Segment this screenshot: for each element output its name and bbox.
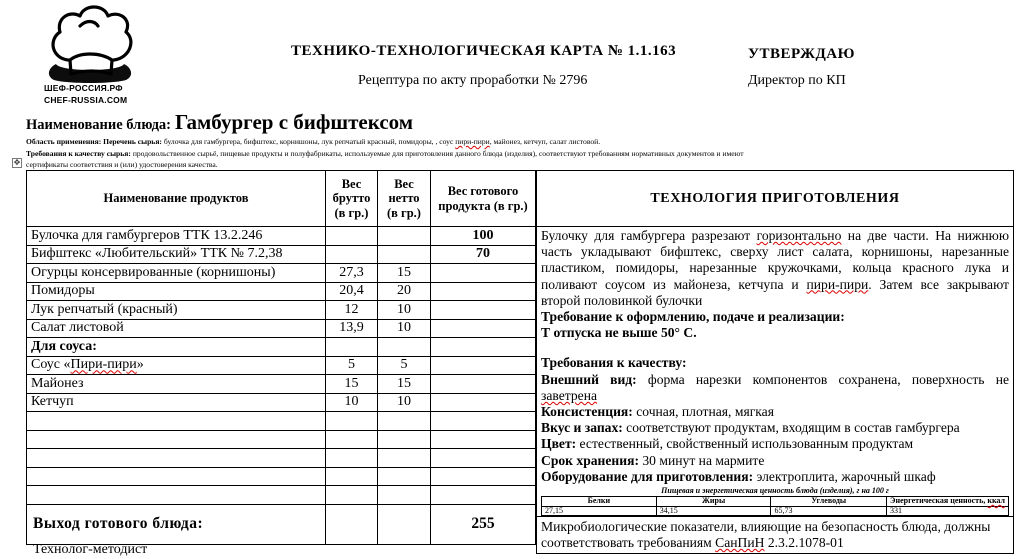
energy-header-unit: ккал — [987, 496, 1005, 506]
net-weight: 15 — [378, 375, 431, 394]
empty-row — [27, 449, 536, 468]
director-label: Директор по КП — [748, 73, 846, 88]
microbiology-note — [537, 517, 1014, 554]
table-row — [27, 301, 536, 320]
product-name-end: » — [136, 357, 144, 373]
requirements-label: Требования к качеству сырья: — [26, 149, 131, 158]
color-text: естественный, свойственный использованным продуктам — [576, 436, 914, 452]
header-finished-weight: Вес готового продукта (в гр.) — [431, 171, 536, 227]
table-row — [27, 282, 536, 301]
header-net-weight: Вес нетто (в гр.) — [378, 171, 431, 227]
storage-line — [541, 453, 1009, 469]
product-name: Лук репчатый (красный) — [27, 301, 326, 320]
color-label: Цвет: — [541, 436, 577, 452]
finished-weight — [431, 356, 536, 375]
product-name: Помидоры — [27, 282, 326, 301]
table-row — [27, 338, 536, 357]
finished-weight: 70 — [431, 245, 536, 264]
gross-weight: 20,4 — [326, 282, 378, 301]
consistency-line — [541, 404, 1009, 420]
taste-text: соответствуют продуктам, входящим в состав гамбургера — [622, 420, 960, 436]
nutrition-header-protein: Белки — [542, 497, 657, 507]
nutrition-table — [541, 496, 1009, 516]
scope-line — [26, 137, 600, 146]
product-name: Салат листовой — [27, 319, 326, 338]
nutrition-protein: 27,15 — [542, 506, 657, 516]
raw-materials-text-end: , майонез, кетчуп, салат листовой. — [489, 137, 601, 146]
gross-weight — [326, 338, 378, 357]
gross-weight: 27,3 — [326, 264, 378, 283]
table-row — [27, 245, 536, 264]
finished-weight — [431, 264, 536, 283]
technology-body — [537, 227, 1014, 517]
dish-name-label: Наименование блюда: — [26, 117, 171, 133]
gross-weight: 5 — [326, 356, 378, 375]
equipment-text: электроплита, жарочный шкаф — [753, 468, 936, 484]
gross-weight: 10 — [326, 393, 378, 412]
empty-row — [27, 430, 536, 449]
finished-weight — [431, 393, 536, 412]
micro-text-end: 2.3.2.1078-01 — [764, 535, 844, 551]
recipe-reference: Рецептура по акту проработки № 2796 — [358, 73, 588, 88]
appearance-label: Внешний вид: — [541, 371, 637, 387]
product-name: Булочка для гамбургеров ТТК 13.2.246 — [27, 227, 326, 246]
net-weight: 10 — [378, 393, 431, 412]
logo-text-ru: ШЕФ-РОССИЯ.РФ — [44, 83, 123, 93]
products-table-header — [27, 171, 536, 227]
product-name: Майонез — [27, 375, 326, 394]
net-weight: 5 — [378, 356, 431, 375]
document-title: ТЕХНИКО-ТЕХНОЛОГИЧЕСКАЯ КАРТА № 1.1.163 — [291, 43, 677, 59]
product-name-start: Соус « — [31, 357, 71, 373]
cooking-text-middle: на две части. На нижнюю часть укладывают бифштекс, сверху лист салата, корнишоны, нарезанные пластиком, помидоры, нарезанные кружочками, кольца красного лука и поливают соусом из майонеза, кетчупа и — [541, 228, 1009, 292]
gross-weight: 13,9 — [326, 319, 378, 338]
taste-line — [541, 420, 1009, 436]
product-name-spell: Пири-пири — [70, 357, 137, 373]
cooking-text-spell-2: пири-пири — [806, 276, 869, 292]
nutrition-fat: 34,15 — [656, 506, 771, 516]
color-line — [541, 436, 1009, 452]
table-row — [27, 393, 536, 412]
energy-header-text: Энергетическая ценность, — [890, 496, 988, 506]
net-weight — [378, 338, 431, 357]
technolog-signature-label: Технолог-методист — [33, 542, 148, 557]
dish-name-line — [26, 110, 413, 135]
product-name — [27, 356, 326, 375]
product-group-label: Для соуса: — [27, 338, 326, 357]
finished-weight — [431, 375, 536, 394]
scope-label: Область применения: — [26, 137, 102, 146]
consistency-text: сочная, плотная, мягкая — [632, 404, 774, 420]
table-row — [27, 264, 536, 283]
appearance-text: форма нарезки компонентов сохранена, поверхность не — [636, 371, 1009, 387]
table-row — [27, 375, 536, 394]
raw-materials-spell: пири-пири — [455, 137, 490, 146]
micro-spell: СанПиН — [715, 535, 765, 551]
equipment-label: Оборудование для приготовления: — [541, 468, 754, 484]
empty-row — [27, 486, 536, 505]
net-weight — [378, 227, 431, 246]
gross-weight: 12 — [326, 301, 378, 320]
requirements-line — [26, 149, 744, 158]
cooking-text-end: . Затем все закрывают второй половинкой булочки — [541, 276, 1009, 308]
cooking-text-start: Булочку для гамбургера разрезают — [541, 228, 757, 243]
empty-row — [27, 467, 536, 486]
taste-label: Вкус и запах: — [541, 420, 623, 436]
logo-text-en: CHEF-RUSSIA.COM — [44, 95, 128, 105]
raw-materials-label: Перечень сырья: — [103, 137, 162, 146]
finished-weight — [431, 282, 536, 301]
product-name: Огурцы консервированные (корнишоны) — [27, 264, 326, 283]
products-table — [26, 170, 536, 545]
appearance-spell: заветрена — [541, 387, 598, 403]
table-move-handle-icon[interactable]: ✥ — [13, 158, 21, 167]
net-weight: 10 — [378, 301, 431, 320]
requirements-line-2: сертификаты соответствия и (или) удостоверения качества. — [26, 160, 218, 169]
finished-weight — [431, 319, 536, 338]
serving-label: Требование к оформлению, подаче и реализации: — [541, 309, 845, 325]
net-weight: 15 — [378, 264, 431, 283]
product-name: Кетчуп — [27, 393, 326, 412]
header-gross-weight: Вес брутто (в гр.) — [326, 171, 378, 227]
nutrition-header-energy — [887, 497, 1009, 507]
quality-label: Требования к качеству: — [541, 355, 687, 371]
yield-label: Выход готового блюда: — [27, 504, 326, 544]
cooking-text-spell: горизонтально — [756, 228, 842, 243]
finished-weight — [431, 301, 536, 320]
net-weight: 10 — [378, 319, 431, 338]
net-weight: 20 — [378, 282, 431, 301]
table-row — [27, 319, 536, 338]
net-weight — [378, 245, 431, 264]
finished-weight — [431, 338, 536, 357]
storage-text: 30 минут на мармите — [638, 452, 765, 468]
nutrition-header-fat: Жиры — [656, 497, 771, 507]
approval-label: УТВЕРЖДАЮ — [748, 46, 856, 62]
gross-weight — [326, 245, 378, 264]
technology-header: ТЕХНОЛОГИЯ ПРИГОТОВЛЕНИЯ — [537, 171, 1014, 227]
nutrition-header-carbs: Углеводы — [771, 497, 887, 507]
serving-temperature: Т отпуска не выше 50° С. — [541, 325, 697, 341]
finished-weight: 100 — [431, 227, 536, 246]
dish-name-value: Гамбургер с бифштексом — [174, 110, 414, 134]
consistency-label: Консистенция: — [541, 404, 633, 420]
raw-materials-text: булочка для гамбургера, бифштекс, корнишоны, лук репчатый красный, помидоры, , соус — [161, 137, 456, 146]
product-name: Бифштекс «Любительский» ТТК № 7.2,38 — [27, 245, 326, 264]
gross-weight — [326, 227, 378, 246]
yield-value: 255 — [431, 504, 536, 544]
nutrition-carbs: 65,73 — [771, 506, 887, 516]
header-product-name: Наименование продуктов — [27, 171, 326, 227]
table-row — [27, 356, 536, 375]
micro-text: Микробиологические показатели, влияющие на безопасность блюда, должны соответствовать требованиям — [541, 519, 991, 551]
requirements-text: продовольственное сырьё, пищевые продукты и полуфабрикаты, используемые для приготовления данного блюда (изделия), соответствуют требованиям нормативных документов и имеют — [130, 149, 744, 158]
appearance-line — [541, 372, 1009, 404]
table-row — [27, 227, 536, 246]
empty-row — [27, 412, 536, 431]
gross-weight: 15 — [326, 375, 378, 394]
storage-label: Срок хранения: — [541, 452, 639, 468]
nutrition-energy: 331 — [887, 506, 1009, 516]
cooking-description — [541, 228, 1009, 309]
nutrition-title: Пищевая и энергетическая ценность блюда (изделия), г на 100 г — [661, 486, 889, 496]
equipment-line — [541, 469, 1009, 485]
yield-row — [27, 504, 536, 544]
technology-table — [536, 170, 1014, 554]
